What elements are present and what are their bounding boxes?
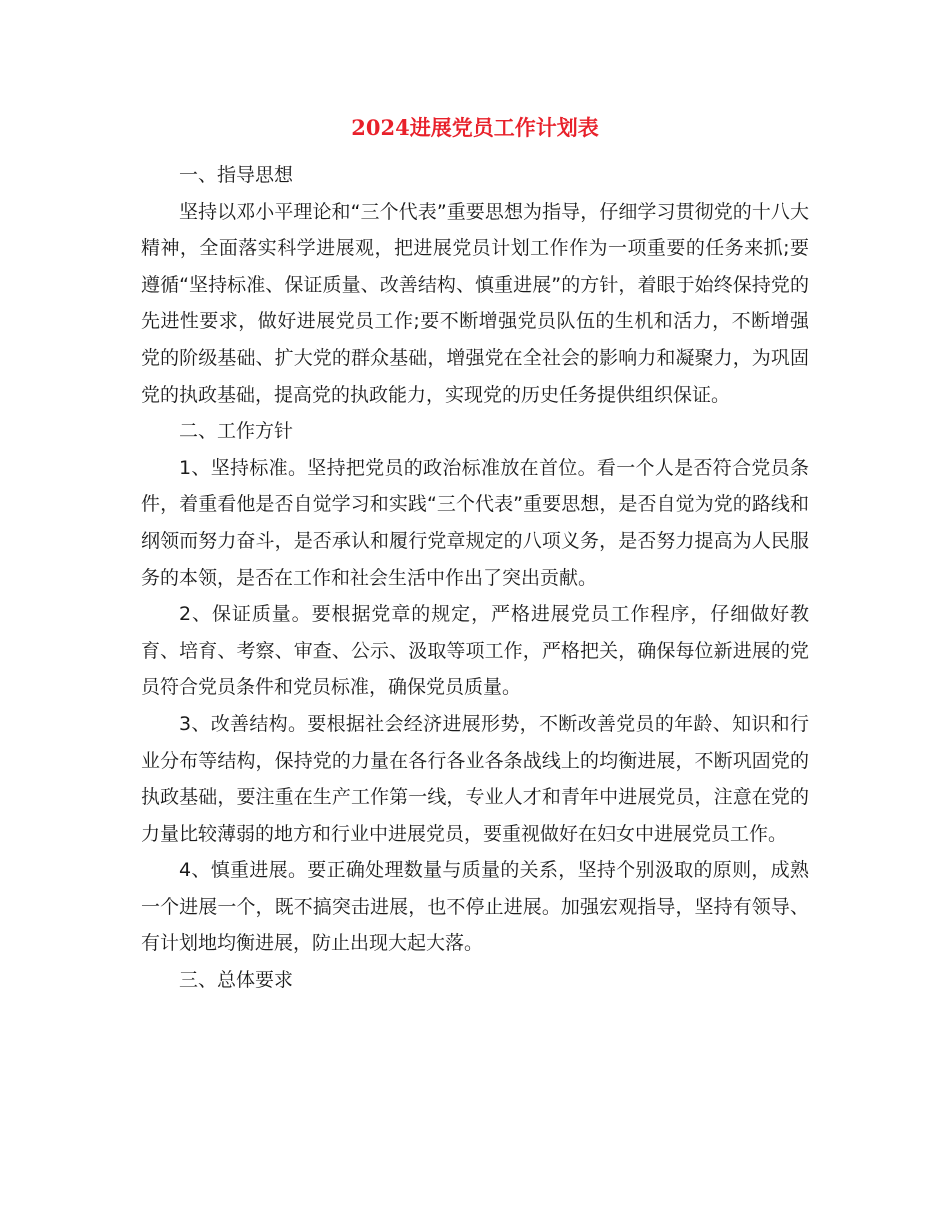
paragraph-careful-development: 4、慎重进展。要正确处理数量与质量的关系，坚持个别汲取的原则，成熟一个进展一个，既不搞突击进展，也不停止进展。加强宏观指导，坚持有领导、有计划地均衡进展，防止出现大起大落。 <box>141 859 809 955</box>
paragraph-adhere-to-standards: 1、坚持标准。坚持把党员的政治标准放在首位。看一个人是否符合党员条件，着重看他是否自觉学习和实践“三个代表”重要思想，是否自觉为党的路线和纲领而努力奋斗，是否承认和履行党章规定的八项义务，是否努力提高为人民服务的本领，是否在工作和社会生活中作出了突出贡献。 <box>141 456 809 589</box>
paragraph-ensure-quality: 2、保证质量。要根据党章的规定，严格进展党员工作程序，仔细做好教育、培育、考察、审查、公示、汲取等项工作，严格把关，确保每位新进展的党员符合党员条件和党员标准，确保党员质量。 <box>141 603 809 699</box>
paragraph-guiding-ideology: 坚持以邓小平理论和“三个代表”重要思想为指导，仔细学习贯彻党的十八大精神，全面落实科学进展观，把进展党员计划工作作为一项重要的任务来抓;要遵循“坚持标准、保证质量、改善结构、慎重进展”的方针，着眼于始终保持党的先进性要求，做好进展党员工作;要不断增强党员队伍的生机和活力，不断增强党的阶级基础、扩大党的群众基础，增强党在全社会的影响力和凝聚力，为巩固党的执政基础，提高党的执政能力，实现党的历史任务提供组织保证。 <box>141 200 809 406</box>
paragraph-improve-structure: 3、改善结构。要根据社会经济进展形势，不断改善党员的年龄、知识和行业分布等结构，保持党的力量在各行各业各条战线上的均衡进展，不断巩固党的执政基础，要注重在生产工作第一线，专业人才和青年中进展党员，注意在党的力量比较薄弱的地方和行业中进展党员，要重视做好在妇女中进展党员工作。 <box>141 712 809 845</box>
document-title: 2024进展党员工作计划表 <box>351 115 599 140</box>
section-heading-general-requirements: 三、总体要求 <box>179 969 294 992</box>
document-body <box>141 157 809 999</box>
section-heading-work-policy: 二、工作方针 <box>179 420 294 443</box>
section-heading-guiding-ideology: 一、指导思想 <box>179 164 294 186</box>
